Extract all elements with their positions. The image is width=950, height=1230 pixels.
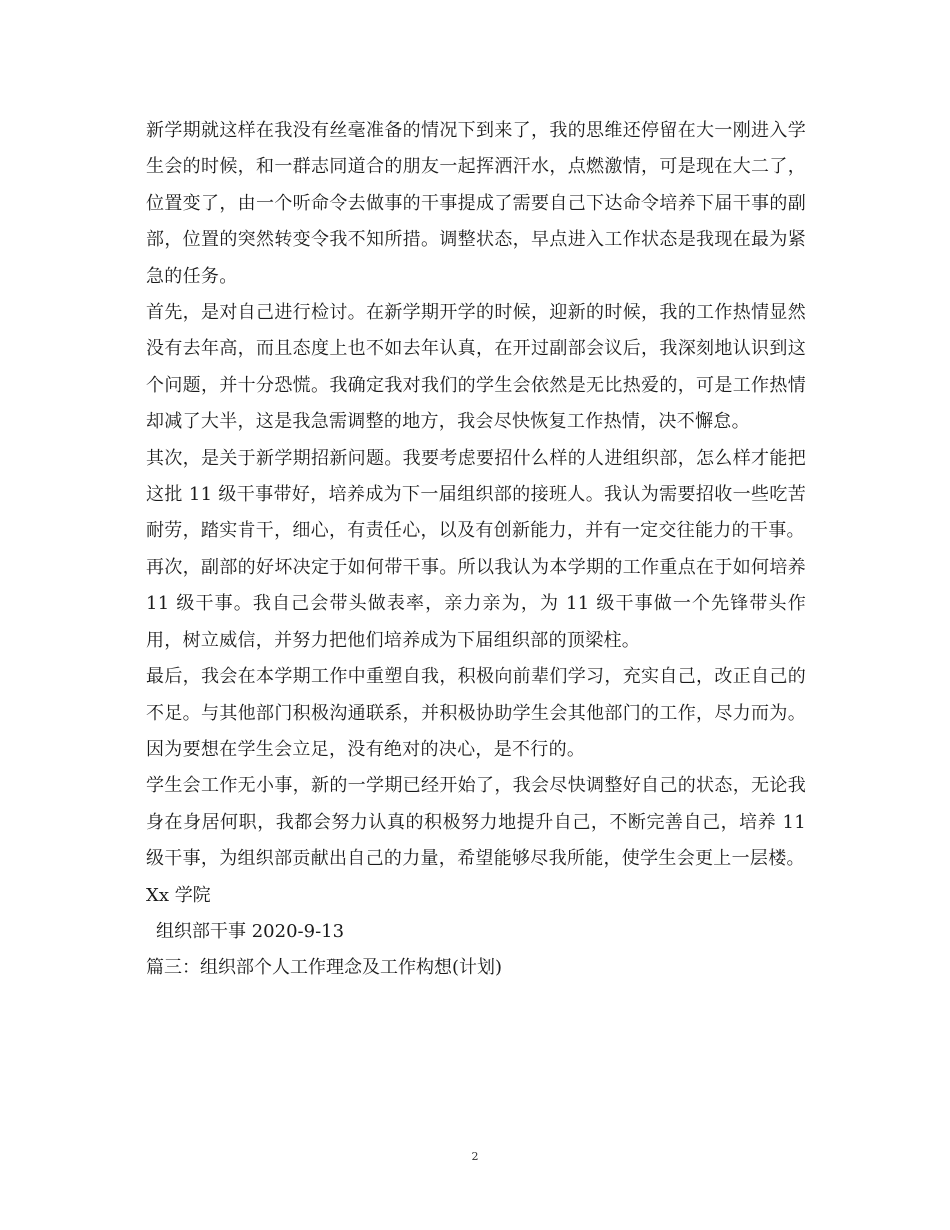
paragraph-finally: 最后，我会在本学期工作中重塑自我，积极向前辈们学习，充实自己，改正自己的不足。与其他部门积极沟通联系，并积极协助学生会其他部门的工作，尽力而为。因为要想在学生会立足，没有绝对的决心，是不行的。 [146, 666, 806, 760]
paragraph-first: 首先，是对自己进行检讨。在新学期开学的时候，迎新的时候，我的工作热情显然没有去年高，而且态度上也不如去年认真，在开过副部会议后，我深刻地认识到这个问题，并十分恐慌。我确定我对我们的学生会依然是无比热爱的，可是工作热情却减了大半，这是我急需调整的地方，我会尽快恢复工作热情，决不懈怠。 [146, 302, 806, 433]
page-number: 2 [471, 1150, 479, 1163]
paragraph-third: 再次，副部的好坏决定于如何带干事。所以我认为本学期的工作重点在于如何培养 11 级干事。我自己会带头做表率，亲力亲为，为 11 级干事做一个先锋带头作用，树立威信，并努力把他们培养成为下届组织部的顶梁柱。 [146, 556, 806, 651]
paragraph-intro: 新学期就这样在我没有丝毫准备的情况下到来了，我的思维还停留在大一刚进入学生会的时候，和一群志同道合的朋友一起挥洒汗水，点燃激情，可是现在大二了，位置变了，由一个听命令去做事的干事提成了需要自己下达命令培养下届干事的副部，位置的突然转变令我不知所措。调整状态，早点进入工作状态是我现在最为紧急的任务。 [146, 120, 806, 287]
section-heading: 篇三：组织部个人工作理念及工作构想(计划) [146, 957, 503, 979]
signature-role-date: 组织部干事 2020-9-13 [156, 920, 345, 942]
document-body [146, 113, 806, 987]
paragraph-second: 其次，是关于新学期招新问题。我要考虑要招什么样的人进组织部，怎么样才能把这批 11 级干事带好，培养成为下一届组织部的接班人。我认为需要招收一些吃苦耐劳，踏实肯干，细心，有责任心，以及有创新能力，并有一定交往能力的干事。 [146, 447, 806, 542]
paragraph-conclusion: 学生会工作无小事，新的一学期已经开始了，我会尽快调整好自己的状态，无论我身在身居何职，我都会努力认真的积极努力地提升自己，不断完善自己，培养 11 级干事，为组织部贡献出自己的力量，希望能够尽我所能，使学生会更上一层楼。 [146, 775, 806, 870]
signature-school: Xx 学院 [146, 884, 211, 906]
